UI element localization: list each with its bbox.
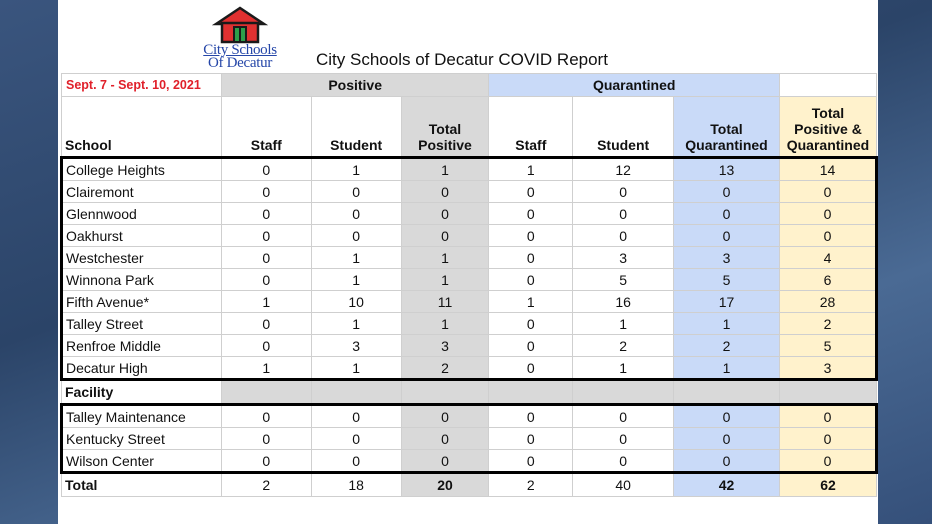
covid-report-table xyxy=(60,73,878,497)
col-school: School xyxy=(62,97,222,158)
cell-value: 0 xyxy=(573,405,674,428)
cell-value: 0 xyxy=(674,225,780,247)
cell-value: 3 xyxy=(674,247,780,269)
row-label: Clairemont xyxy=(62,181,222,203)
group-header-row xyxy=(62,74,877,97)
logo-line-2: Of Decatur xyxy=(207,55,273,71)
cell-value: 0 xyxy=(311,428,401,450)
school-row xyxy=(62,357,877,380)
cell-value: 0 xyxy=(573,203,674,225)
cell-value: 0 xyxy=(573,225,674,247)
report-title: City Schools of Decatur COVID Report xyxy=(316,50,608,69)
cell-value: 40 xyxy=(573,473,674,497)
cell-value: 2 xyxy=(779,313,876,335)
cell-value: 1 xyxy=(221,357,311,380)
cell-value: 11 xyxy=(401,291,489,313)
cell-value: 0 xyxy=(311,450,401,473)
cell-value: 0 xyxy=(489,269,573,291)
cell-value: 14 xyxy=(779,158,876,181)
cell-value: 5 xyxy=(573,269,674,291)
col-staff: Staff xyxy=(221,97,311,158)
cell-value: 1 xyxy=(489,158,573,181)
cell-value: 2 xyxy=(674,335,780,357)
cell-value: 5 xyxy=(674,269,780,291)
school-row xyxy=(62,158,877,181)
school-row xyxy=(62,203,877,225)
cell-value: 0 xyxy=(311,225,401,247)
cell-value: 13 xyxy=(674,158,780,181)
cell-value: 0 xyxy=(779,181,876,203)
school-row xyxy=(62,181,877,203)
cell-value: 0 xyxy=(573,450,674,473)
cell-value: 0 xyxy=(573,428,674,450)
cell-value: 0 xyxy=(311,181,401,203)
cell-value: 0 xyxy=(221,181,311,203)
cell-value: 0 xyxy=(401,203,489,225)
facility-header-cell xyxy=(489,380,573,405)
facility-row xyxy=(62,405,877,428)
cell-value: 2 xyxy=(401,357,489,380)
cell-value: 1 xyxy=(311,247,401,269)
cell-value: 2 xyxy=(221,473,311,497)
row-label: Talley Maintenance xyxy=(62,405,222,428)
cell-value: 0 xyxy=(489,428,573,450)
cell-value: 2 xyxy=(489,473,573,497)
cell-value: 0 xyxy=(221,335,311,357)
facility-header-cell xyxy=(221,380,311,405)
cell-value: 0 xyxy=(489,335,573,357)
cell-value: 0 xyxy=(221,269,311,291)
cell-value: 0 xyxy=(674,405,780,428)
cell-value: 0 xyxy=(221,313,311,335)
report-sheet xyxy=(58,0,878,524)
col-q-staff: Staff xyxy=(489,97,573,158)
row-label: College Heights xyxy=(62,158,222,181)
cell-value: 0 xyxy=(779,450,876,473)
cell-value: 1 xyxy=(311,313,401,335)
cell-value: 42 xyxy=(674,473,780,497)
group-header-blank xyxy=(779,74,876,97)
cell-value: 1 xyxy=(489,291,573,313)
col-q-student: Student xyxy=(573,97,674,158)
cell-value: 0 xyxy=(573,181,674,203)
row-label: Oakhurst xyxy=(62,225,222,247)
row-label: Total xyxy=(62,473,222,497)
cell-value: 0 xyxy=(221,428,311,450)
cell-value: 0 xyxy=(221,405,311,428)
cell-value: 4 xyxy=(779,247,876,269)
cell-value: 1 xyxy=(401,247,489,269)
cell-value: 0 xyxy=(489,181,573,203)
cell-value: 10 xyxy=(311,291,401,313)
cell-value: 3 xyxy=(401,335,489,357)
row-label: Fifth Avenue* xyxy=(62,291,222,313)
row-label: Westchester xyxy=(62,247,222,269)
facility-label: Facility xyxy=(62,380,222,405)
facility-header-cell xyxy=(779,380,876,405)
cell-value: 1 xyxy=(674,313,780,335)
cell-value: 18 xyxy=(311,473,401,497)
cell-value: 0 xyxy=(779,405,876,428)
cell-value: 1 xyxy=(401,269,489,291)
total-row xyxy=(62,473,877,497)
cell-value: 0 xyxy=(401,225,489,247)
cell-value: 6 xyxy=(779,269,876,291)
cell-value: 1 xyxy=(401,313,489,335)
date-range: Sept. 7 - Sept. 10, 2021 xyxy=(62,74,222,97)
row-label: Kentucky Street xyxy=(62,428,222,450)
cell-value: 12 xyxy=(573,158,674,181)
cell-value: 1 xyxy=(674,357,780,380)
cell-value: 0 xyxy=(489,450,573,473)
cell-value: 1 xyxy=(401,158,489,181)
col-total-positive: Total Positive xyxy=(401,97,489,158)
facility-header-cell xyxy=(674,380,780,405)
cell-value: 0 xyxy=(401,450,489,473)
cell-value: 0 xyxy=(674,428,780,450)
facility-header-cell xyxy=(311,380,401,405)
cell-value: 0 xyxy=(489,225,573,247)
facility-row xyxy=(62,428,877,450)
cell-value: 20 xyxy=(401,473,489,497)
row-label: Winnona Park xyxy=(62,269,222,291)
cell-value: 3 xyxy=(779,357,876,380)
cell-value: 0 xyxy=(489,203,573,225)
cell-value: 0 xyxy=(221,203,311,225)
cell-value: 0 xyxy=(489,247,573,269)
schoolhouse-icon xyxy=(212,6,268,44)
cell-value: 1 xyxy=(573,313,674,335)
facility-header-cell xyxy=(573,380,674,405)
quarantined-group-header: Quarantined xyxy=(489,74,780,97)
cell-value: 3 xyxy=(573,247,674,269)
cell-value: 0 xyxy=(779,428,876,450)
cell-value: 0 xyxy=(221,158,311,181)
column-header-row xyxy=(62,97,877,158)
facility-row xyxy=(62,450,877,473)
cell-value: 0 xyxy=(489,313,573,335)
col-total-quarantined: Total Quarantined xyxy=(674,97,780,158)
row-label: Glennwood xyxy=(62,203,222,225)
facility-header-cell xyxy=(401,380,489,405)
school-row xyxy=(62,335,877,357)
cell-value: 1 xyxy=(311,269,401,291)
cell-value: 0 xyxy=(489,357,573,380)
cell-value: 0 xyxy=(674,203,780,225)
cell-value: 3 xyxy=(311,335,401,357)
school-row xyxy=(62,247,877,269)
cell-value: 1 xyxy=(311,158,401,181)
cell-value: 0 xyxy=(779,203,876,225)
cell-value: 0 xyxy=(311,405,401,428)
cell-value: 0 xyxy=(401,405,489,428)
cell-value: 16 xyxy=(573,291,674,313)
cell-value: 28 xyxy=(779,291,876,313)
col-student: Student xyxy=(311,97,401,158)
school-row xyxy=(62,225,877,247)
cell-value: 0 xyxy=(311,203,401,225)
cell-value: 1 xyxy=(221,291,311,313)
cell-value: 0 xyxy=(401,181,489,203)
school-row xyxy=(62,291,877,313)
cell-value: 0 xyxy=(779,225,876,247)
cell-value: 1 xyxy=(573,357,674,380)
row-label: Decatur High xyxy=(62,357,222,380)
facility-header-row xyxy=(62,380,877,405)
cell-value: 0 xyxy=(221,247,311,269)
positive-group-header: Positive xyxy=(221,74,489,97)
row-label: Wilson Center xyxy=(62,450,222,473)
cell-value: 0 xyxy=(221,225,311,247)
cell-value: 5 xyxy=(779,335,876,357)
row-label: Renfroe Middle xyxy=(62,335,222,357)
cell-value: 62 xyxy=(779,473,876,497)
district-logo xyxy=(194,6,286,72)
row-label: Talley Street xyxy=(62,313,222,335)
cell-value: 17 xyxy=(674,291,780,313)
cell-value: 1 xyxy=(311,357,401,380)
cell-value: 0 xyxy=(674,181,780,203)
cell-value: 0 xyxy=(401,428,489,450)
cell-value: 0 xyxy=(489,405,573,428)
cell-value: 2 xyxy=(573,335,674,357)
logo-line-1: City Schools xyxy=(203,42,277,58)
col-total-both: Total Positive & Quarantined xyxy=(779,97,876,158)
cell-value: 0 xyxy=(674,450,780,473)
school-row xyxy=(62,269,877,291)
school-row xyxy=(62,313,877,335)
cell-value: 0 xyxy=(221,450,311,473)
